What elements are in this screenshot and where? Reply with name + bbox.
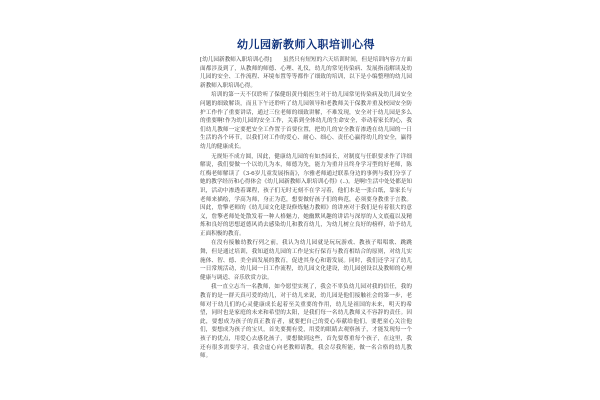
paragraph: 无规矩不成方圆，因此，健康幼儿园的有如杰园长，对制度与任职要求作了详细解说，我们要做一个以幼儿为本，师德为先，能力为重并且终身学习型的好老师，陈红梅老师解读了《3-6岁儿童发展指南》，尔雅老师通过联系身边的事例与我们分享了她的教学经历和心得体会《幼儿园新教师入职培训心得》(..)。是啊!生活中处处都是知识，活动中渗透着课程，孩子们无时无刻不在学习着，他们本是一张白纸，靠家长与老师来描绘，学高为师，身正为范，想要做好孩子们的典范，必须要身教重于言教。因此，詹擎老师的《幼儿园文化建设修炼魅力教师》的讲座对于我们是有着很大的意义，詹擎老师处处散发着一种人格魅力，她幽默风趣的讲话与深厚的人文底蕴以及精炼和良好的思想道德风尚去感染幼儿和教育幼儿，为幼儿树立良好的榜样，给予幼儿正面积极的教育。 bbox=[200, 153, 412, 237]
document-title: 幼儿园新教师入职培训心得 bbox=[237, 38, 375, 51]
paragraph: 在没有接触幼教行列之前，我认为幼儿园就是玩玩游戏、教孩子唱唱歌、跳跳舞，但是通过培训，我知道幼儿园的工作是实行保育与教育相结合的原则，对幼儿实施体、智、德、美全面发展的教育，促进其身心和谐发展。同时，我们还学习了幼儿一日常规活动，幼儿园一日工作流程，幼儿园文化建设，幼儿园创设以及教师的心理健康与调适、音乐欣赏方法。 bbox=[200, 240, 412, 281]
paragraph: 培训的第一天不仅聆听了保健组黄丹娟医生对于幼儿园常见传染病及幼儿园安全问题的细致解读，而且下午还聆听了幼儿园领导和老教师关于保教并重及校园安全防护工作作了重要讲话，通过三位老师的细致讲解，不难发现，安全对于幼儿园是多么的重要啊!作为幼儿园的安全工作，关系到全体幼儿的生命安全，牵动着家长的心，我们幼儿教师一定要把安全工作置于首要位置，把幼儿的安全教育渗透在幼儿园的一日生活的各个环节，以我们对工作的爱心、耐心、细心、责任心赢得幼儿的安全，赢得幼儿的健康成长。 bbox=[200, 92, 412, 150]
paragraph-intro: [幼儿园新教师入职培训心得] 虽然只有短短的六天培训时间，但是培训内容方方面面都涉及到了，从教师的师德、心理、礼仪，幼儿的常见传染病、发展指南解读及幼儿园的安全、工作流程、环境布置等等都作了细致的培训，以下是小编整理的幼儿园新教师入职培训心得。 bbox=[200, 57, 412, 89]
paragraph: 我一直立志当一名教师，如今愿望实现了，我会不辜负幼儿园对我的信任，我的教育的是一群天真可爱的幼儿，对于幼儿来说，幼儿园是他们接触社会的第一步，老师对于幼儿们的心灵健康成长起着至关重要的作用，幼儿是祖国的未来，明天的希望，同时也是家庭的未来和希望的太阳，是我们每一名幼儿教师义不容辞的责任。因此，要想成为孩子的真正教育者，就要把自己的爱心奉献给他们，要把童心关注他们，要想成为孩子的宝贝，首先要拥有爱，用爱的眼睛去观察孩子，才能发现每一个孩子的优点，用爱心去感化孩子，要想做到这些，首先要尊重每个孩子，在这里，我还有很多需要学习，我会虚心向老教师请教，我会尽我所能，做一名合格的幼儿教师。 bbox=[200, 284, 412, 360]
document-body bbox=[200, 38, 412, 400]
